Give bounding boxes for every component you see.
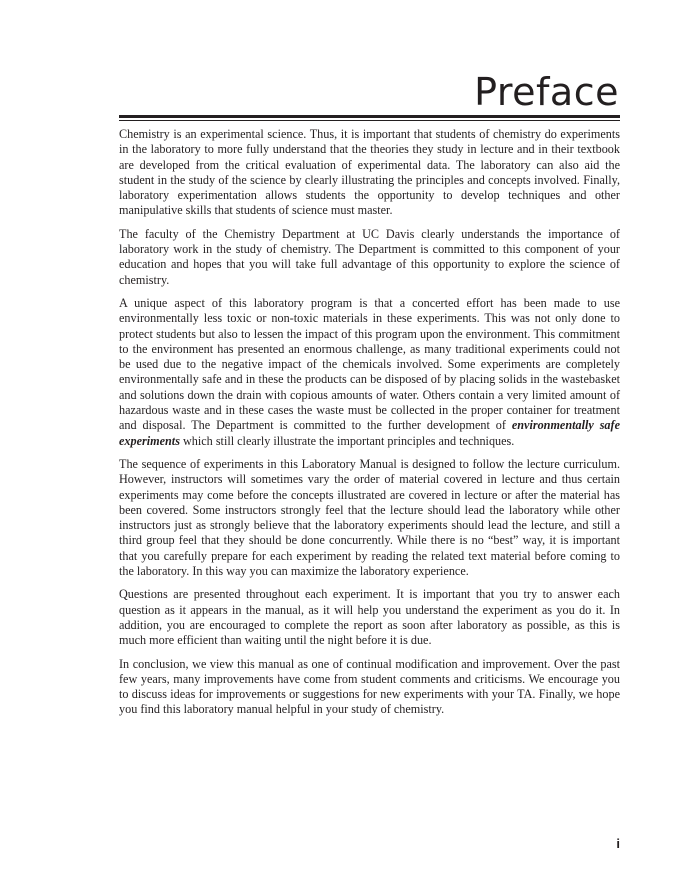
page-number: i [616, 836, 620, 851]
paragraph-environment-text-before: A unique aspect of this laboratory program is that a concerted effort has been made to use environmentally less toxic or non-toxic materials in these experiments. This was not only done to protect students but also to lessen the impact of this program upon the environment. This commitment to the environment has presented an enormous challenge, as many traditional experiments could not be used due to the negative impact of the chemicals involved. Some experiments are completely environmentally safe and in these the products can be disposed of by placing solids in the wastebasket and solutions down the drain with copious amounts of water. Others contain a very limited amount of hazardous waste and in these cases the waste must be collected in the proper container for treatment and disposal. The Department is committed to the further development of [119, 295, 620, 433]
paragraph-intro: Chemistry is an experimental science. Thus, it is important that students of chemistry do experiments in the laboratory to more fully understand that the theories they study in lecture and in their textbook are developed from the critical evaluation of experimental data. The laboratory can also aid the student in the study of the science by clearly illustrating the principles and concepts involved. Finally, laboratory experimentation allows students the opportunity to develop techniques and other manipulative skills that students of science must master. [119, 127, 620, 218]
page-title: Preface [474, 70, 619, 114]
paragraph-environment [119, 296, 620, 449]
emphasis-environmentally-safe: environmentally safe experiments [119, 418, 620, 448]
paragraph-environment-text-after: which still clearly illustrate the important principles and techniques. [179, 433, 515, 448]
paragraph-conclusion: In conclusion, we view this manual as one of continual modification and improvement. Over the past few years, many improvements have come from student comments and criticisms. We encourage you to discuss ideas for improvements or suggestions for new experiments with your TA. Finally, we hope you find this laboratory manual helpful in your study of chemistry. [119, 656, 620, 717]
paragraph-faculty: The faculty of the Chemistry Department at UC Davis clearly understands the importance of laboratory work in the study of chemistry. The Department is committed to this component of your education and hopes that you will take full advantage of this opportunity to explore the science of chemistry. [119, 226, 620, 287]
title-rule-thin [119, 120, 620, 121]
title-rule-thick [119, 115, 620, 118]
paragraph-sequence: The sequence of experiments in this Laboratory Manual is designed to follow the lecture curriculum. However, instructors will sometimes vary the order of material covered in lecture and thus certain experiments may come before the concepts illustrated are covered in lecture or after the material has been covered. Some instructors strongly feel that the lecture should lead the laboratory while other instructors just as strongly believe that the laboratory experiments should lead the lecture, and still a third group feel that they should be done concurrently. While there is no “best” way, it is important that you carefully prepare for each experiment by reading the related text material before coming to the laboratory. In this way you can maximize the laboratory experience. [119, 456, 620, 579]
paragraph-questions: Questions are presented throughout each experiment. It is important that you try to answer each question as it appears in the manual, as it will help you understand the experiment as you do it. In addition, you are encouraged to complete the report as soon after laboratory as possible, as this is much more efficient than waiting until the night before it is due. [119, 587, 620, 648]
preface-body [119, 127, 620, 726]
